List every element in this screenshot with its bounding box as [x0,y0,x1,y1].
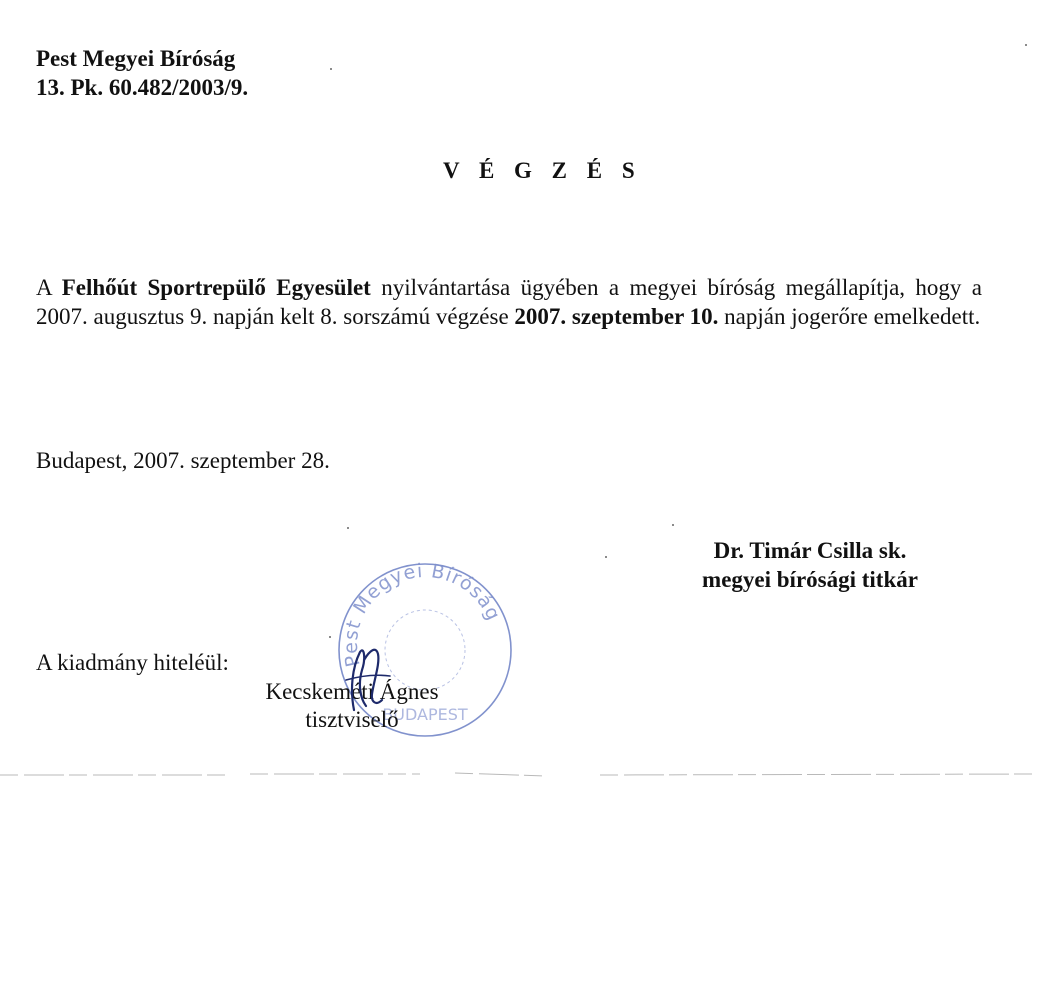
court-name: Pest Megyei Bíróság [36,46,236,71]
ruling-text-part-2: nyilvántartása ügyében a megyei bíróság megállapítja, hogy a 2007. augusztus 9. napján kelt 8. sorszámú végzése [36,275,983,329]
certification-label: A kiadmány hiteléül: [36,650,229,675]
scan-speck [347,527,349,529]
scan-speck [605,556,607,558]
ruling-text-part-1: A [36,275,62,300]
document-title: V É G Z É S [443,158,642,183]
place-and-date: Budapest, 2007. szeptember 28. [36,448,330,473]
signer-block [660,536,960,594]
scan-speck [1025,44,1027,46]
document-header [36,44,248,102]
official-title: tisztviselő [305,707,399,732]
ruling-text-part-3: napján jogerőre emelkedett. [718,304,981,329]
signer-title: megyei bírósági titkár [702,567,918,592]
stamp-circle-text: Pest Megyei Bíróság [339,559,505,669]
official-name: Kecskeméti Ágnes [265,679,439,704]
signer-name: Dr. Timár Csilla sk. [713,538,907,563]
scan-speck [329,636,331,638]
scan-artifact-line [0,768,1038,782]
case-number: 13. Pk. 60.482/2003/9. [36,75,249,100]
organization-name: Felhőút Sportrepülő Egyesület [61,275,371,300]
handwritten-signature [340,640,400,720]
effective-date: 2007. szeptember 10. [514,304,719,329]
scan-speck [672,524,674,526]
scan-speck [330,68,332,70]
stamp-bottom-text: BUDAPEST [382,705,468,724]
ruling-paragraph [36,273,982,331]
